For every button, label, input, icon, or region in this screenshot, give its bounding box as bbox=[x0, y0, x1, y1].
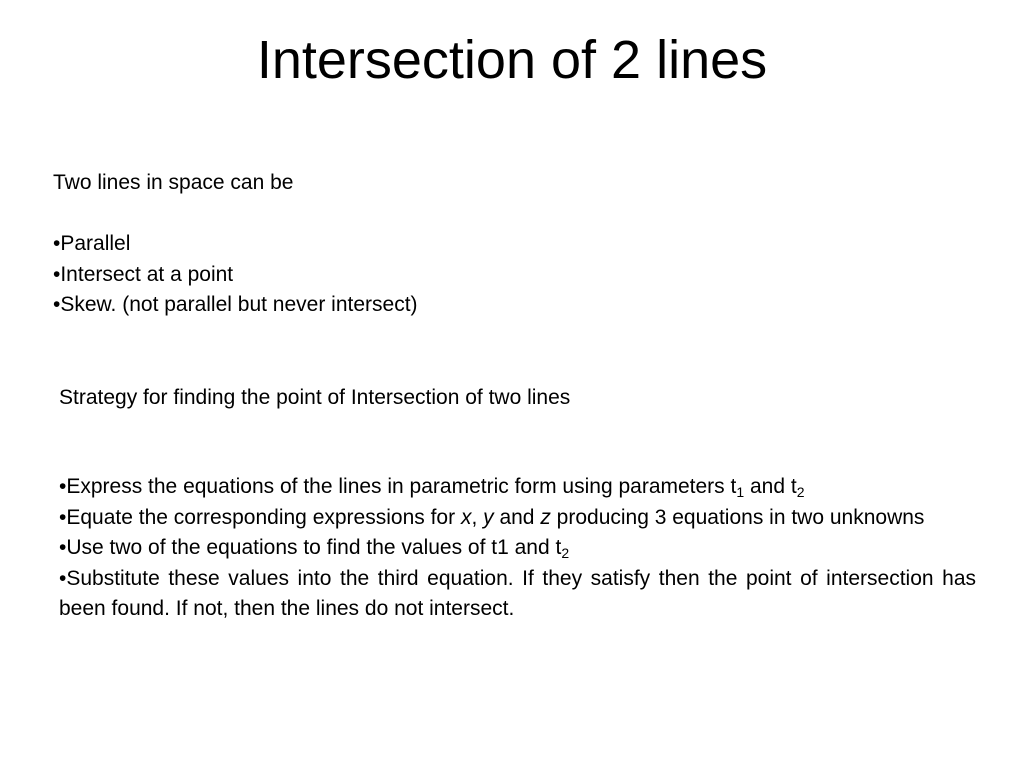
step-equate-sep1: , bbox=[471, 505, 484, 529]
variable-y: y bbox=[483, 505, 494, 529]
intro-heading: Two lines in space can be bbox=[53, 171, 294, 194]
step-equate-sep2: and bbox=[493, 505, 541, 529]
step-solve bbox=[59, 533, 976, 564]
variable-x: x bbox=[460, 505, 472, 529]
list-item-parallel: •Parallel bbox=[53, 232, 131, 255]
step-parametric bbox=[59, 472, 976, 503]
step-equate bbox=[59, 503, 976, 534]
step-equate-part1: •Equate the corresponding expressions for bbox=[59, 505, 461, 529]
slide-title: Intersection of 2 lines bbox=[256, 30, 768, 90]
step-equate-part2: producing 3 equations in two unknowns bbox=[550, 505, 925, 529]
step-solve-text: •Use two of the equations to find the values of t1 and t bbox=[59, 536, 562, 559]
step-parametric-mid: and t bbox=[744, 475, 797, 498]
list-item-skew: •Skew. (not parallel but never intersect) bbox=[53, 293, 418, 316]
strategy-heading: Strategy for finding the point of Intersection of two lines bbox=[59, 386, 571, 409]
step-substitute: •Substitute these values into the third equation. If they satisfy then the point of intersection has been found. If not, then the lines do not intersect. bbox=[59, 566, 976, 620]
subscript-2: 2 bbox=[561, 545, 570, 561]
variable-z: z bbox=[540, 505, 551, 529]
strategy-steps bbox=[59, 472, 976, 625]
subscript-1: 1 bbox=[736, 484, 745, 500]
intro-block bbox=[53, 168, 653, 321]
subscript-2: 2 bbox=[796, 484, 805, 500]
step-parametric-text: •Express the equations of the lines in parametric form using parameters t bbox=[59, 475, 737, 498]
list-item-intersect: •Intersect at a point bbox=[53, 262, 234, 286]
